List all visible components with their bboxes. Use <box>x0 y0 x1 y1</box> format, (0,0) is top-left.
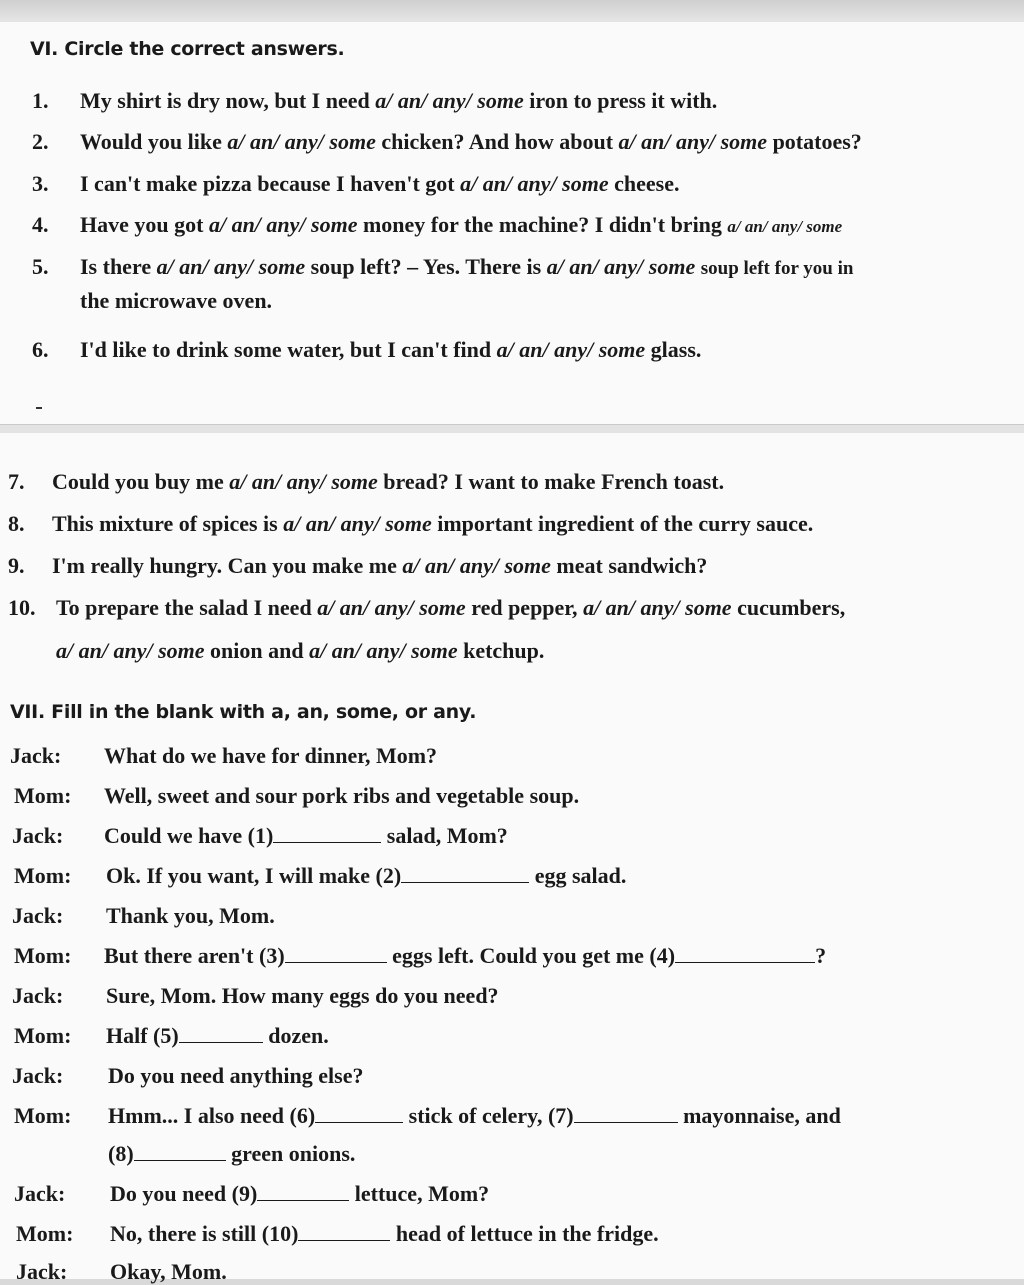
speaker-label: Jack: <box>12 983 64 1008</box>
blank-9[interactable] <box>257 1182 349 1201</box>
answer-options[interactable]: a/ an/ any/ some <box>583 595 732 620</box>
answer-options[interactable]: a/ an/ any/ some <box>229 469 378 494</box>
blank-1[interactable] <box>273 824 381 843</box>
answer-options[interactable]: a/ an/ any/ some <box>375 88 524 113</box>
page-mark <box>36 407 42 409</box>
speaker-label: Mom: <box>14 863 72 888</box>
blank-2[interactable] <box>401 864 529 883</box>
speaker-label: Mom: <box>14 1023 72 1048</box>
speaker-label: Jack: <box>12 1063 64 1088</box>
answer-options[interactable]: a/ an/ any/ some <box>402 553 551 578</box>
speaker-label: Mom: <box>14 1103 72 1128</box>
question-10-continued: a/ an/ any/ some onion and a/ an/ any/ some ketchup. <box>56 638 545 663</box>
dialogue-line-continued: (8) green onions. <box>108 1141 356 1166</box>
speaker-label: Jack: <box>10 743 62 768</box>
speaker-label: Jack: <box>12 903 64 928</box>
speaker-label: Jack: <box>14 1181 66 1206</box>
question-5-continued: the microwave oven. <box>80 288 273 313</box>
answer-options[interactable]: a/ an/ any/ some <box>496 337 646 362</box>
answer-options[interactable]: a/ an/ any/ some <box>56 638 205 663</box>
answer-options[interactable]: a/ an/ any/ some <box>546 254 696 279</box>
answer-options[interactable]: a/ an/ any/ some <box>727 217 843 236</box>
answer-options[interactable]: a/ an/ any/ some <box>317 595 466 620</box>
answer-options[interactable]: a/ an/ any/ some <box>618 129 768 154</box>
blank-10[interactable] <box>298 1222 390 1241</box>
blank-4[interactable] <box>675 944 815 963</box>
blank-8[interactable] <box>134 1142 226 1161</box>
page-section-7: 7. Could you buy me a/ an/ any/ some bread? I want to make French toast. 8. This mixture of spices is a/ an/ any/ some important ingredient of the curry sauce. 9. I'm really hungry. Can you make me a/ an/ any/ some meat sandwich? 10. To prepare the salad I need a/ an/ any/ some red pepper, a/ an/ any/ some cucumbers, a/ an/ any/ some onion and a/ an/ any/ some ketchup. VII. Fill in the blank with a, an, some, or any. Jack: What do we have for dinner, Mom? Mom: Well, sweet and sour pork ribs and vegetable soup. Jack: Could we have (1) salad, Mom? Mom: Ok. If you want, I will make (2) egg salad. Jack: Thank you, Mom. Mom: But there aren't (3) eggs left. Could you get me (4) ? Jack: Sure, Mom. How many eggs do you need? Mom: Half (5) dozen. Jack: Do you need anything else? Mom: Hmm... I also need (6) stick of celery, (7) mayonnaise, and (8) green onions. Jack: Do you need (9) lettuce, Mom? Mom: No, there is still (10) head of lettuce in the fridge. Jack: Okay, Mom. <box>0 433 1024 1279</box>
answer-options[interactable]: a/ an/ any/ some <box>283 511 432 536</box>
blank-3[interactable] <box>285 944 387 963</box>
page-section-6: VI. Circle the correct answers. 1. My shirt is dry now, but I need a/ an/ any/ some iron to press it with. 2. Would you like a/ an/ any/ some chicken? And how about a/ an/ any/ some potatoes? 3. I can't make pizza because I haven't got a/ an/ any/ some cheese. 4. Have you got a/ an/ any/ some money for the machine? I didn't bring a/ an/ any/ some 5. Is there a/ an/ any/ some soup left? – Yes. There is a/ an/ any/ some soup left for you in the microwave oven. 6. I'd like to drink some water, but I can't find a/ an/ any/ some glass. <box>0 22 1024 424</box>
answer-options[interactable]: a/ an/ any/ some <box>309 638 458 663</box>
answer-options[interactable]: a/ an/ any/ some <box>156 254 306 279</box>
speaker-label: Mom: <box>16 1221 74 1246</box>
speaker-label: Mom: <box>14 943 72 968</box>
window-top-bar <box>0 0 1024 23</box>
speaker-label: Jack: <box>12 823 64 848</box>
section-6-heading: VI. Circle the correct answers. <box>30 38 345 60</box>
blank-7[interactable] <box>574 1104 678 1123</box>
blank-6[interactable] <box>315 1104 403 1123</box>
answer-options[interactable]: a/ an/ any/ some <box>227 129 376 154</box>
section-7-heading: VII. Fill in the blank with a, an, some, or any. <box>10 701 477 723</box>
answer-options[interactable]: a/ an/ any/ some <box>208 212 358 237</box>
speaker-label: Jack: <box>16 1259 68 1284</box>
speaker-label: Mom: <box>14 783 72 808</box>
answer-options[interactable]: a/ an/ any/ some <box>460 171 609 196</box>
blank-5[interactable] <box>179 1024 263 1043</box>
